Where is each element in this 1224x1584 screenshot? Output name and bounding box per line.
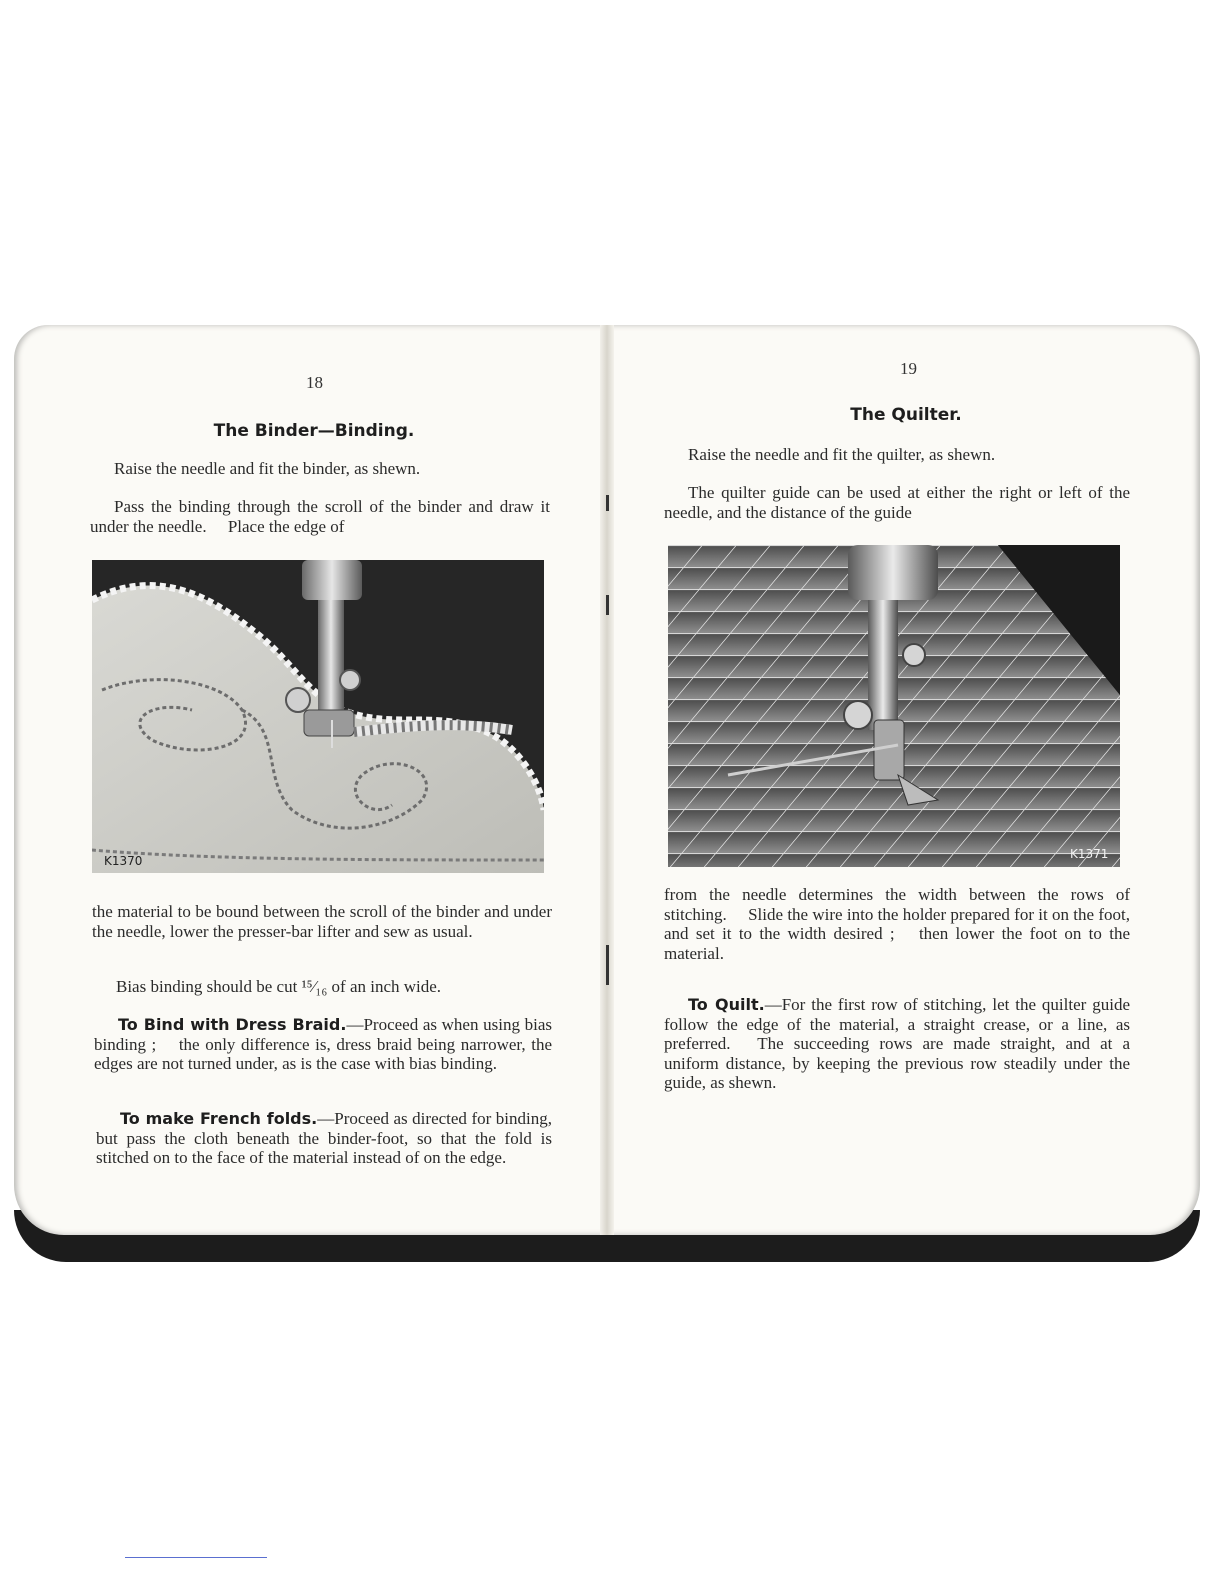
photo-code-k1371: K1371 <box>1070 847 1109 861</box>
paragraph-bias-binding-width <box>92 977 552 997</box>
paragraph-raise-needle-quilter <box>664 445 1130 465</box>
paragraph-text: Bias binding should be cut ¹⁵⁄₁₆ of an inch wide. <box>116 977 442 996</box>
quilter-photo <box>668 545 1120 867</box>
page-number-18: 18 <box>306 373 323 392</box>
left-page <box>14 325 606 1235</box>
heading-binder-binding: The Binder—Binding. <box>213 421 415 441</box>
paragraph-text: —Proceed as directed for binding, but pass the cloth beneath the binder-foot, so that the fold is stitched on to the face of the material instead of on the edge. <box>96 1109 552 1167</box>
heading-quilter: The Quilter. <box>850 405 962 425</box>
paragraph-quilter-guide <box>664 483 1130 522</box>
run-in-heading-to-quilt: To Quilt. <box>688 995 765 1014</box>
paragraph-to-quilt <box>664 995 1130 1093</box>
paragraph-dress-braid <box>94 1015 552 1074</box>
paragraph-text: —For the first row of stitching, let the quilter guide follow the edge of the material, a straight crease, or a line, as preferred. The succeeding rows are made straight, and at a uniform distance, by keeping the previous row steadily under the guide, as shewn. <box>664 995 1130 1092</box>
run-in-heading-dress-braid: To Bind with Dress Braid. <box>118 1015 347 1034</box>
gutter-mark <box>606 495 609 511</box>
paragraph-text: Pass the binding through the scroll of the binder and draw it under the needle. Place the edge of <box>90 497 550 536</box>
gutter-mark <box>606 595 609 615</box>
paragraph-text: The quilter guide can be used at either the right or left of the needle, and the distance of the guide <box>664 483 1130 522</box>
paragraph-french-folds <box>96 1109 552 1168</box>
gutter-mark <box>606 945 609 985</box>
open-booklet <box>14 325 1200 1265</box>
page-number-19: 19 <box>900 359 917 378</box>
binder-photo-illustration <box>92 560 544 873</box>
binder-photo <box>92 560 544 873</box>
paragraph-needle-distance: from the needle determines the width between the rows of stitching. Slide the wire into the holder prepared for it on the foot, and set it to the width desired ; then lower the foot on to the material. <box>664 885 1130 963</box>
book-gutter <box>600 325 614 1235</box>
paragraph-material-to-be-bound: the material to be bound between the scroll of the binder and under the needle, lower the presser-bar lifter and sew as usual. <box>92 902 552 941</box>
run-in-heading-french-folds: To make French folds. <box>120 1109 318 1128</box>
paragraph-pass-binding <box>90 497 550 536</box>
paragraph-text: —Proceed as when using bias binding ; the only difference is, dress braid being narrower, the edges are not turned under, as is the case with bias binding. <box>94 1015 552 1073</box>
right-page <box>606 325 1200 1235</box>
scan-edge-line <box>125 1557 267 1558</box>
photo-code-k1370: K1370 <box>104 854 143 868</box>
paragraph-raise-needle-binder <box>90 459 550 479</box>
paragraph-text: Raise the needle and fit the binder, as shewn. <box>114 459 421 478</box>
paragraph-text: Raise the needle and fit the quilter, as shewn. <box>688 445 996 464</box>
quilter-photo-illustration <box>668 545 1120 867</box>
